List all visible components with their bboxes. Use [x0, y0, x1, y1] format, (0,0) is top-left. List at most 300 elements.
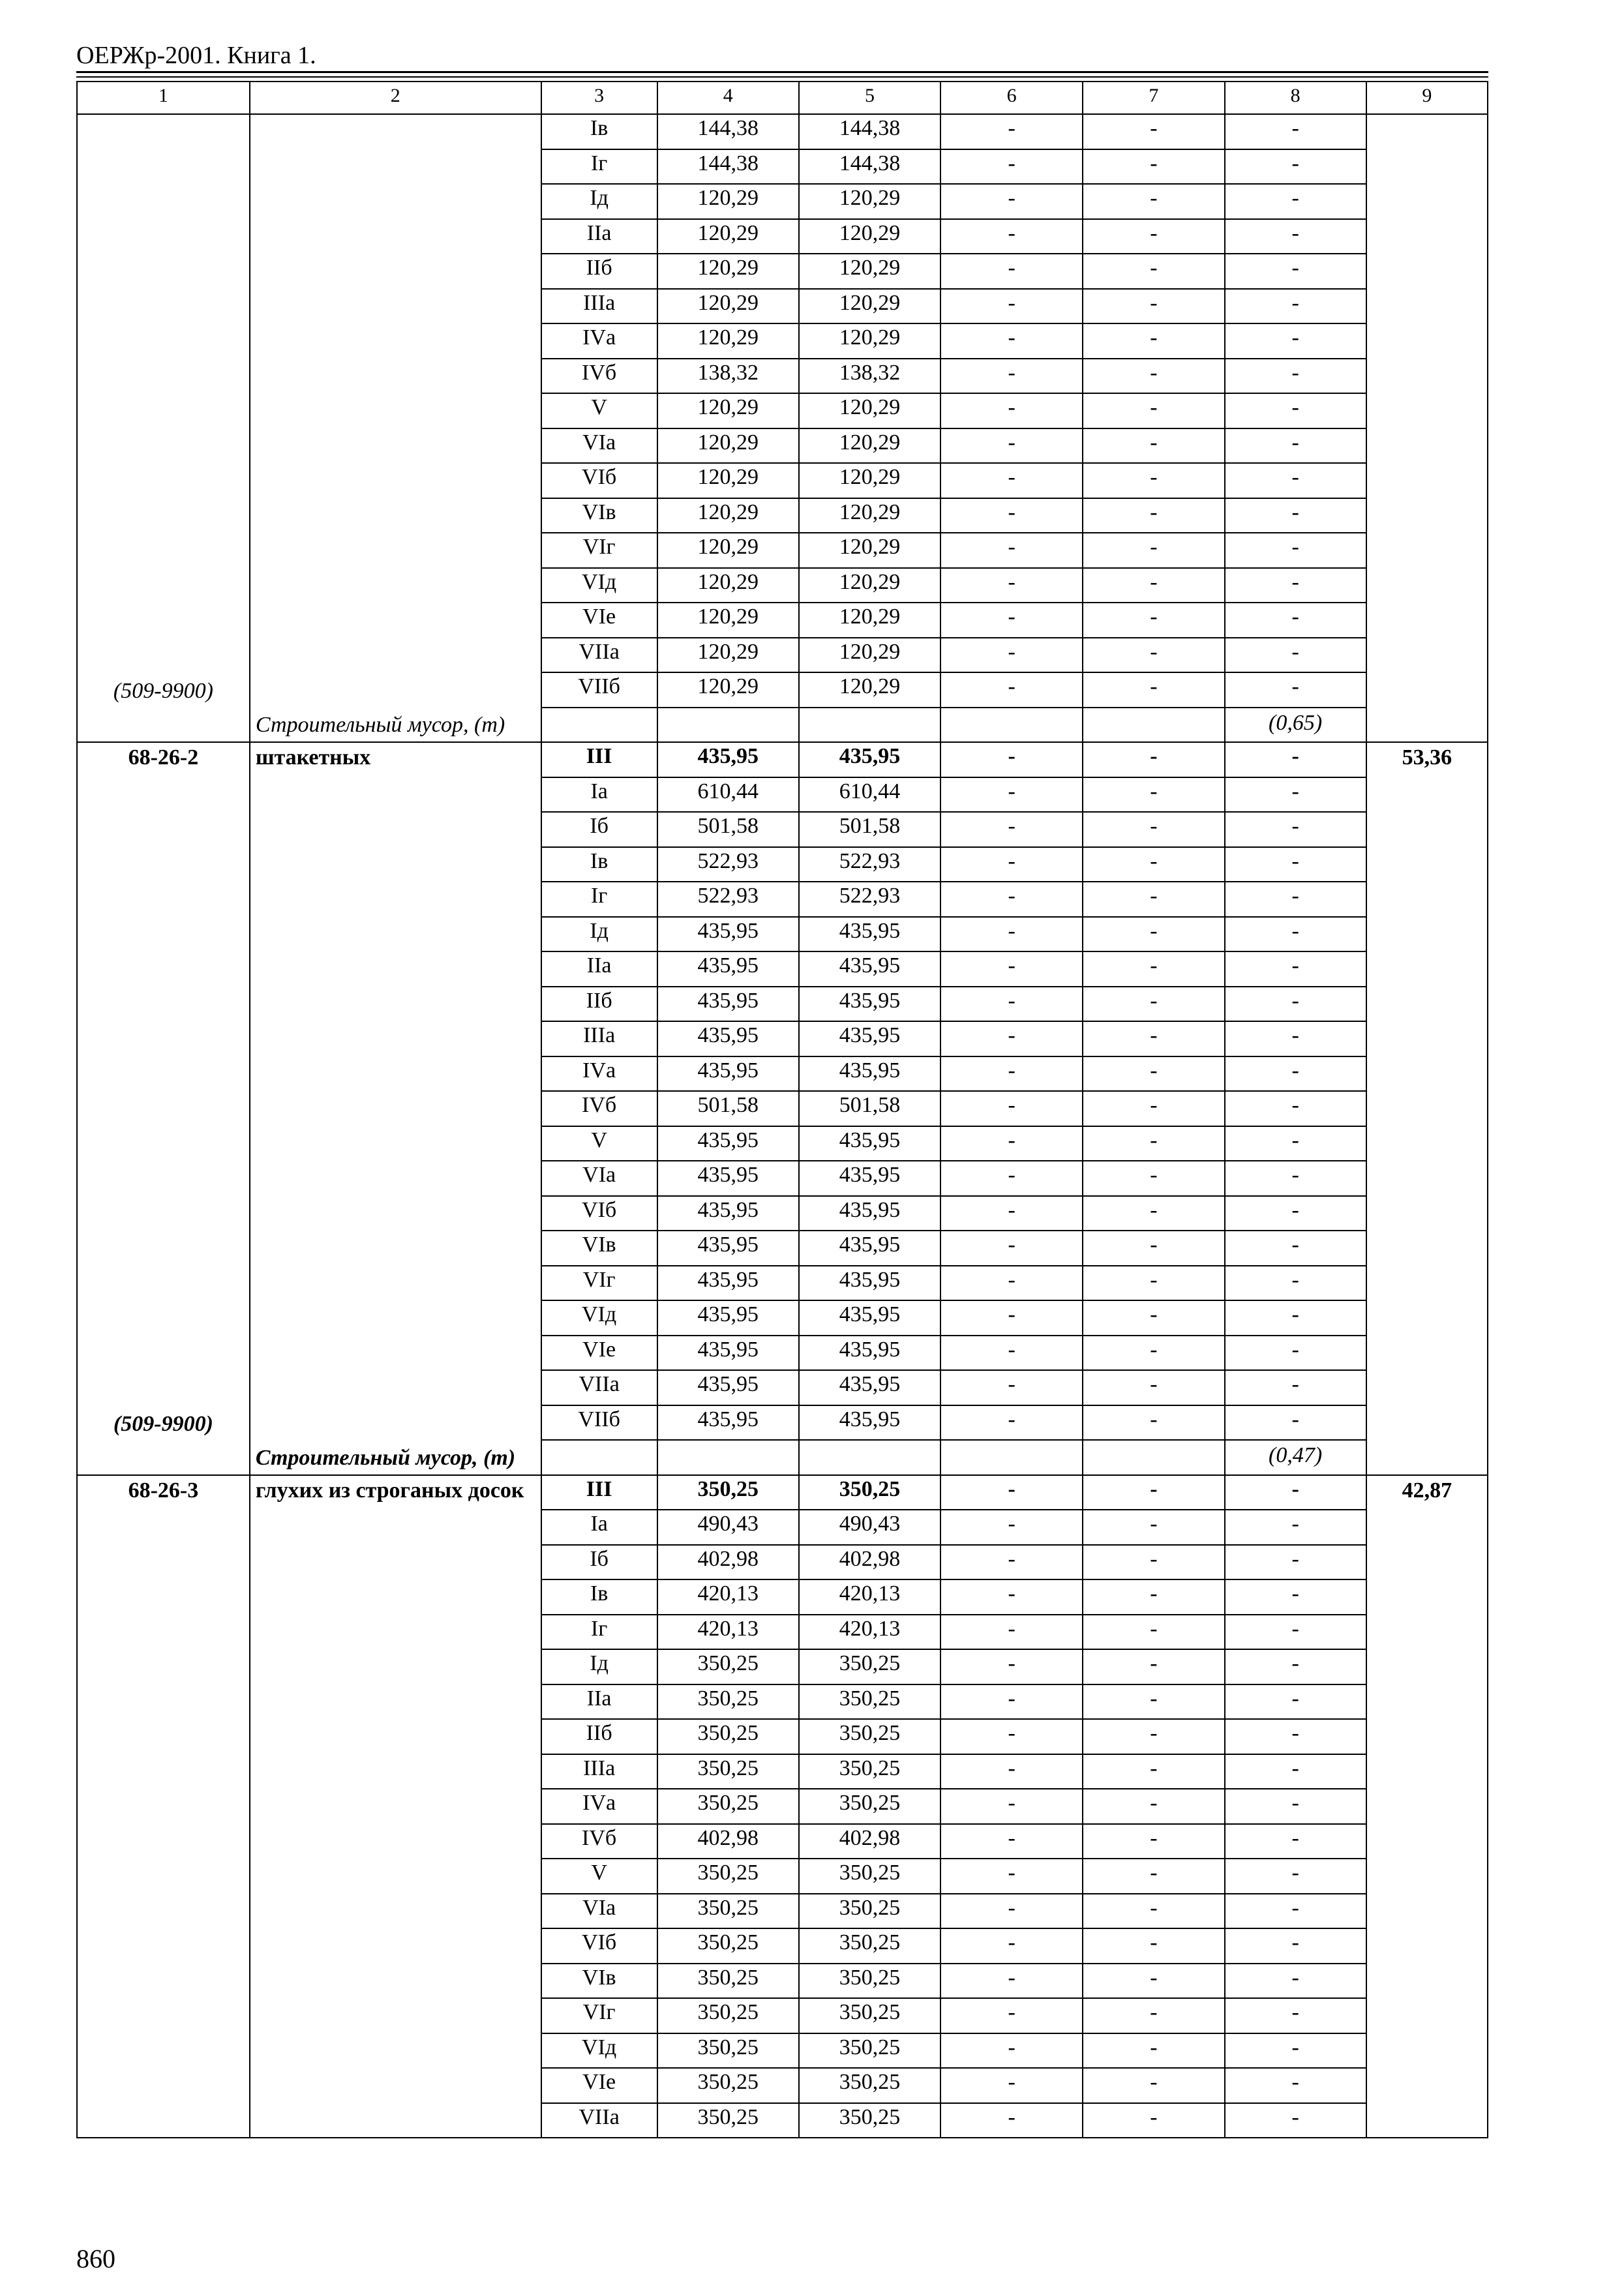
- total-cost-cell: 120,29: [657, 184, 799, 219]
- column-number: 9: [1366, 82, 1488, 114]
- materials-cell: -: [1225, 1475, 1366, 1510]
- table-row: [77, 114, 1488, 149]
- machinist-wages-cell: -: [1083, 1754, 1224, 1789]
- zone-cell: Iд: [541, 184, 657, 219]
- machinist-wages-cell: -: [1083, 1684, 1224, 1720]
- total-cost-cell: 490,43: [657, 1510, 799, 1545]
- wages-cell: 120,29: [799, 254, 940, 289]
- machines-cell: -: [940, 1056, 1083, 1092]
- materials-cell: -: [1225, 323, 1366, 359]
- materials-cell: -: [1225, 149, 1366, 185]
- header-rule-thick: [76, 71, 1488, 73]
- zone-cell: Iб: [541, 812, 657, 847]
- zone-cell: VIе: [541, 2068, 657, 2103]
- labor-norm: 42,87: [1402, 1478, 1452, 1503]
- code-cell: [77, 114, 250, 742]
- wages-cell: 138,32: [799, 359, 940, 394]
- wages-cell: 350,25: [799, 2068, 940, 2103]
- materials-cell: -: [1225, 463, 1366, 498]
- total-cost-cell: 435,95: [657, 1370, 799, 1405]
- machinist-wages-cell: -: [1083, 638, 1224, 673]
- materials-cell: -: [1225, 1405, 1366, 1441]
- total-cost-cell: 120,29: [657, 219, 799, 254]
- column-number: 1: [77, 82, 250, 114]
- machinist-wages-cell: -: [1083, 393, 1224, 428]
- total-cost-cell: 501,58: [657, 1091, 799, 1126]
- machinist-wages-cell: -: [1083, 114, 1224, 149]
- machinist-wages-cell: -: [1083, 1056, 1224, 1092]
- machinist-wages-cell: -: [1083, 1545, 1224, 1580]
- total-cost-cell: 435,95: [657, 742, 799, 777]
- total-cost-cell: 120,29: [657, 254, 799, 289]
- wages-cell: 120,29: [799, 498, 940, 533]
- wages-cell: 435,95: [799, 1266, 940, 1301]
- wages-cell: 435,95: [799, 1300, 940, 1336]
- wages-cell: 435,95: [799, 1336, 940, 1371]
- machinist-wages-cell: -: [1083, 254, 1224, 289]
- total-cost-cell: 120,29: [657, 289, 799, 324]
- total-cost-cell: 350,25: [657, 1475, 799, 1510]
- machines-cell: -: [940, 184, 1083, 219]
- machinist-wages-cell: -: [1083, 149, 1224, 185]
- materials-cell: -: [1225, 1370, 1366, 1405]
- materials-cell: -: [1225, 393, 1366, 428]
- materials-cell: -: [1225, 1859, 1366, 1894]
- materials-cell: [1225, 1440, 1366, 1475]
- zone-cell: Iд: [541, 917, 657, 952]
- machinist-wages-cell: -: [1083, 1021, 1224, 1056]
- empty-cell: [1083, 708, 1224, 743]
- zone-cell: VIд: [541, 2033, 657, 2069]
- materials-cell: [1225, 708, 1366, 743]
- total-cost-cell: 350,25: [657, 1928, 799, 1964]
- machines-cell: -: [940, 1405, 1083, 1441]
- materials-cell: -: [1225, 1754, 1366, 1789]
- machinist-wages-cell: -: [1083, 219, 1224, 254]
- machines-cell: -: [940, 777, 1083, 813]
- total-cost-cell: 435,95: [657, 1231, 799, 1266]
- wages-cell: 490,43: [799, 1510, 940, 1545]
- materials-cell: -: [1225, 987, 1366, 1022]
- wages-cell: 435,95: [799, 1021, 940, 1056]
- machines-cell: -: [940, 1824, 1083, 1859]
- total-cost-cell: 420,13: [657, 1615, 799, 1650]
- machinist-wages-cell: -: [1083, 987, 1224, 1022]
- materials-cell: -: [1225, 847, 1366, 882]
- machines-cell: -: [940, 1579, 1083, 1615]
- total-cost-cell: 120,29: [657, 428, 799, 464]
- machinist-wages-cell: -: [1083, 1998, 1224, 2033]
- total-cost-cell: 435,95: [657, 1405, 799, 1441]
- resource-name: Строительный мусор, (т): [255, 1445, 516, 1470]
- materials-cell: -: [1225, 2068, 1366, 2103]
- machines-cell: -: [940, 1545, 1083, 1580]
- total-cost-cell: 435,95: [657, 917, 799, 952]
- empty-cell: [799, 1440, 940, 1475]
- machines-cell: -: [940, 1789, 1083, 1824]
- page-header-title: ОЕРЖр-2001. Книга 1.: [76, 42, 316, 69]
- zone-cell: Iг: [541, 1615, 657, 1650]
- labor-norm-cell: [1366, 1475, 1488, 2138]
- materials-cell: -: [1225, 498, 1366, 533]
- machines-cell: -: [940, 2068, 1083, 2103]
- materials-cell: -: [1225, 951, 1366, 987]
- wages-cell: 501,58: [799, 812, 940, 847]
- materials-cell: -: [1225, 1615, 1366, 1650]
- wages-cell: 144,38: [799, 149, 940, 185]
- machinist-wages-cell: -: [1083, 1475, 1224, 1510]
- machinist-wages-cell: -: [1083, 742, 1224, 777]
- rate-code: 68-26-3: [128, 1478, 199, 1503]
- wages-cell: 435,95: [799, 917, 940, 952]
- machinist-wages-cell: -: [1083, 882, 1224, 917]
- materials-cell: -: [1225, 568, 1366, 603]
- wages-cell: 350,25: [799, 1719, 940, 1754]
- machines-cell: -: [940, 219, 1083, 254]
- total-cost-cell: 120,29: [657, 533, 799, 568]
- machines-cell: -: [940, 114, 1083, 149]
- wages-cell: 350,25: [799, 1789, 940, 1824]
- machines-cell: -: [940, 254, 1083, 289]
- machines-cell: -: [940, 1649, 1083, 1684]
- machines-cell: -: [940, 1998, 1083, 2033]
- wages-cell: 402,98: [799, 1545, 940, 1580]
- total-cost-cell: 522,93: [657, 882, 799, 917]
- zone-cell: IIа: [541, 951, 657, 987]
- labor-norm: 53,36: [1402, 745, 1452, 770]
- materials-cell: -: [1225, 1649, 1366, 1684]
- wages-cell: 402,98: [799, 1824, 940, 1859]
- machinist-wages-cell: -: [1083, 2033, 1224, 2069]
- materials-cell: -: [1225, 1056, 1366, 1092]
- wages-cell: 435,95: [799, 1126, 940, 1161]
- materials-cell: -: [1225, 603, 1366, 638]
- column-numbers-row: [77, 82, 1488, 114]
- total-cost-cell: 350,25: [657, 1719, 799, 1754]
- materials-cell: -: [1225, 1510, 1366, 1545]
- header-rule-thin: [76, 76, 1488, 78]
- zone-cell: VIIб: [541, 672, 657, 708]
- machines-cell: -: [940, 568, 1083, 603]
- materials-cell: -: [1225, 1091, 1366, 1126]
- machines-cell: -: [940, 323, 1083, 359]
- name-cell: [250, 1475, 541, 2138]
- total-cost-cell: 435,95: [657, 1336, 799, 1371]
- machines-cell: -: [940, 1161, 1083, 1196]
- machinist-wages-cell: -: [1083, 951, 1224, 987]
- machinist-wages-cell: -: [1083, 847, 1224, 882]
- materials-cell: -: [1225, 428, 1366, 464]
- zone-cell: VIг: [541, 1266, 657, 1301]
- wages-cell: 350,25: [799, 2033, 940, 2069]
- machines-cell: -: [940, 1126, 1083, 1161]
- machinist-wages-cell: -: [1083, 1091, 1224, 1126]
- materials-cell: -: [1225, 1021, 1366, 1056]
- zone-cell: Iв: [541, 1579, 657, 1615]
- materials-cell: -: [1225, 1684, 1366, 1720]
- machines-cell: -: [940, 672, 1083, 708]
- machines-cell: -: [940, 987, 1083, 1022]
- total-cost-cell: 435,95: [657, 1196, 799, 1231]
- total-cost-cell: 610,44: [657, 777, 799, 813]
- total-cost-cell: 350,25: [657, 1754, 799, 1789]
- labor-norm: [1367, 115, 1487, 116]
- wages-cell: 350,25: [799, 1998, 940, 2033]
- materials-cell: -: [1225, 1824, 1366, 1859]
- total-cost-cell: 522,93: [657, 847, 799, 882]
- labor-norm-cell: [1366, 742, 1488, 1475]
- materials-cell: -: [1225, 1579, 1366, 1615]
- machines-cell: -: [940, 533, 1083, 568]
- wages-cell: 120,29: [799, 568, 940, 603]
- wages-cell: 350,25: [799, 1475, 940, 1510]
- wages-cell: 120,29: [799, 323, 940, 359]
- wages-cell: 350,25: [799, 1684, 940, 1720]
- machines-cell: -: [940, 1928, 1083, 1964]
- zone-cell: IIIа: [541, 1754, 657, 1789]
- machinist-wages-cell: -: [1083, 1370, 1224, 1405]
- machines-cell: -: [940, 1231, 1083, 1266]
- zone-cell: V: [541, 1126, 657, 1161]
- total-cost-cell: 120,29: [657, 463, 799, 498]
- machinist-wages-cell: -: [1083, 1719, 1224, 1754]
- materials-cell: -: [1225, 219, 1366, 254]
- materials-cell: -: [1225, 1928, 1366, 1964]
- wages-cell: 120,29: [799, 184, 940, 219]
- materials-cell: -: [1225, 1336, 1366, 1371]
- name-cell: [250, 742, 541, 1475]
- total-cost-cell: 120,29: [657, 638, 799, 673]
- total-cost-cell: 120,29: [657, 393, 799, 428]
- zone-cell: IVа: [541, 323, 657, 359]
- zone-cell: VIб: [541, 463, 657, 498]
- machinist-wages-cell: -: [1083, 463, 1224, 498]
- zone-cell: Iб: [541, 1545, 657, 1580]
- zone-cell: VIIб: [541, 1405, 657, 1441]
- total-cost-cell: 350,25: [657, 1789, 799, 1824]
- zone-cell: VIв: [541, 498, 657, 533]
- machines-cell: -: [940, 2033, 1083, 2069]
- machinist-wages-cell: -: [1083, 1964, 1224, 1999]
- zone-cell: IVб: [541, 1091, 657, 1126]
- empty-cell: [940, 1440, 1083, 1475]
- column-number: 8: [1225, 82, 1366, 114]
- wages-cell: 522,93: [799, 882, 940, 917]
- machinist-wages-cell: -: [1083, 533, 1224, 568]
- materials-cell: -: [1225, 359, 1366, 394]
- machinist-wages-cell: -: [1083, 1789, 1224, 1824]
- total-cost-cell: 350,25: [657, 2068, 799, 2103]
- rates-table-body: [77, 82, 1488, 2138]
- zone-cell: Iа: [541, 1510, 657, 1545]
- zone-cell: Iг: [541, 882, 657, 917]
- total-cost-cell: 144,38: [657, 149, 799, 185]
- name-cell: [250, 114, 541, 742]
- machinist-wages-cell: -: [1083, 2103, 1224, 2138]
- zone-cell: IIа: [541, 219, 657, 254]
- materials-cell: -: [1225, 1231, 1366, 1266]
- zone-cell: VIIа: [541, 638, 657, 673]
- zone-cell: V: [541, 1859, 657, 1894]
- zone-cell: VIе: [541, 1336, 657, 1371]
- machinist-wages-cell: -: [1083, 1894, 1224, 1929]
- rate-code: 68-26-2: [128, 745, 199, 770]
- empty-cell: [541, 708, 657, 743]
- total-cost-cell: 435,95: [657, 987, 799, 1022]
- materials-cell: -: [1225, 1545, 1366, 1580]
- machines-cell: -: [940, 359, 1083, 394]
- machinist-wages-cell: -: [1083, 184, 1224, 219]
- materials-cell: -: [1225, 184, 1366, 219]
- machinist-wages-cell: -: [1083, 1266, 1224, 1301]
- machinist-wages-cell: -: [1083, 498, 1224, 533]
- total-cost-cell: 138,32: [657, 359, 799, 394]
- zone-cell: VIIа: [541, 2103, 657, 2138]
- machines-cell: -: [940, 1370, 1083, 1405]
- machinist-wages-cell: -: [1083, 1824, 1224, 1859]
- wages-cell: 435,95: [799, 987, 940, 1022]
- machines-cell: -: [940, 1719, 1083, 1754]
- wages-cell: 120,29: [799, 603, 940, 638]
- machines-cell: -: [940, 1300, 1083, 1336]
- zone-cell: VIIа: [541, 1370, 657, 1405]
- wages-cell: 350,25: [799, 1964, 940, 1999]
- column-number: 6: [940, 82, 1083, 114]
- zone-cell: VIд: [541, 1300, 657, 1336]
- machines-cell: -: [940, 289, 1083, 324]
- materials-cell: -: [1225, 672, 1366, 708]
- labor-norm-cell: [1366, 114, 1488, 742]
- zone-cell: IVб: [541, 1824, 657, 1859]
- machinist-wages-cell: -: [1083, 1928, 1224, 1964]
- machinist-wages-cell: -: [1083, 2068, 1224, 2103]
- zone-cell: VIа: [541, 1161, 657, 1196]
- empty-cell: [1083, 1440, 1224, 1475]
- column-number: 3: [541, 82, 657, 114]
- machines-cell: -: [940, 463, 1083, 498]
- resource-code: (509-9900): [113, 1411, 213, 1436]
- total-cost-cell: 120,29: [657, 568, 799, 603]
- materials-cell: -: [1225, 812, 1366, 847]
- machinist-wages-cell: -: [1083, 568, 1224, 603]
- machines-cell: -: [940, 1684, 1083, 1720]
- machines-cell: -: [940, 1475, 1083, 1510]
- total-cost-cell: 350,25: [657, 1894, 799, 1929]
- zone-cell: Iа: [541, 777, 657, 813]
- machinist-wages-cell: -: [1083, 1859, 1224, 1894]
- machines-cell: -: [940, 1021, 1083, 1056]
- zone-cell: V: [541, 393, 657, 428]
- resource-quantity: (0,47): [1269, 1443, 1323, 1467]
- total-cost-cell: 435,95: [657, 1266, 799, 1301]
- machinist-wages-cell: -: [1083, 1300, 1224, 1336]
- zone-cell: IIIа: [541, 1021, 657, 1056]
- machines-cell: -: [940, 393, 1083, 428]
- wages-cell: 420,13: [799, 1579, 940, 1615]
- machinist-wages-cell: -: [1083, 917, 1224, 952]
- wages-cell: 144,38: [799, 114, 940, 149]
- machinist-wages-cell: -: [1083, 323, 1224, 359]
- machines-cell: -: [940, 951, 1083, 987]
- machinist-wages-cell: -: [1083, 812, 1224, 847]
- table-row: [77, 1475, 1488, 1510]
- total-cost-cell: 350,25: [657, 1684, 799, 1720]
- machines-cell: -: [940, 638, 1083, 673]
- machines-cell: -: [940, 847, 1083, 882]
- machinist-wages-cell: -: [1083, 1196, 1224, 1231]
- wages-cell: 120,29: [799, 289, 940, 324]
- empty-cell: [940, 708, 1083, 743]
- machines-cell: -: [940, 1894, 1083, 1929]
- column-number: 2: [250, 82, 541, 114]
- rates-table: [76, 81, 1488, 2138]
- zone-cell: VIа: [541, 428, 657, 464]
- materials-cell: -: [1225, 1894, 1366, 1929]
- total-cost-cell: 350,25: [657, 1859, 799, 1894]
- machines-cell: -: [940, 2103, 1083, 2138]
- machines-cell: -: [940, 1266, 1083, 1301]
- zone-cell: VIа: [541, 1894, 657, 1929]
- resource-code: (509-9900): [113, 679, 213, 703]
- total-cost-cell: 420,13: [657, 1579, 799, 1615]
- wages-cell: 435,95: [799, 742, 940, 777]
- total-cost-cell: 350,25: [657, 1649, 799, 1684]
- materials-cell: -: [1225, 533, 1366, 568]
- total-cost-cell: 435,95: [657, 951, 799, 987]
- machinist-wages-cell: -: [1083, 1510, 1224, 1545]
- materials-cell: -: [1225, 882, 1366, 917]
- machines-cell: -: [940, 742, 1083, 777]
- zone-cell: III: [541, 742, 657, 777]
- rate-code: [78, 115, 249, 116]
- machinist-wages-cell: -: [1083, 359, 1224, 394]
- materials-cell: -: [1225, 1161, 1366, 1196]
- zone-cell: IIб: [541, 987, 657, 1022]
- wages-cell: 350,25: [799, 1859, 940, 1894]
- wages-cell: 522,93: [799, 847, 940, 882]
- machinist-wages-cell: -: [1083, 1336, 1224, 1371]
- total-cost-cell: 144,38: [657, 114, 799, 149]
- work-name: [250, 115, 541, 116]
- zone-cell: VIб: [541, 1196, 657, 1231]
- machinist-wages-cell: -: [1083, 428, 1224, 464]
- total-cost-cell: 435,95: [657, 1161, 799, 1196]
- empty-cell: [657, 708, 799, 743]
- machines-cell: -: [940, 1336, 1083, 1371]
- total-cost-cell: 435,95: [657, 1126, 799, 1161]
- materials-cell: -: [1225, 1789, 1366, 1824]
- machines-cell: -: [940, 1754, 1083, 1789]
- zone-cell: IIIа: [541, 289, 657, 324]
- materials-cell: -: [1225, 742, 1366, 777]
- machines-cell: -: [940, 917, 1083, 952]
- zone-cell: IIа: [541, 1684, 657, 1720]
- wages-cell: 350,25: [799, 1649, 940, 1684]
- work-name: штакетных: [255, 745, 371, 770]
- wages-cell: 350,25: [799, 1928, 940, 1964]
- total-cost-cell: 120,29: [657, 672, 799, 708]
- machinist-wages-cell: -: [1083, 672, 1224, 708]
- machinist-wages-cell: -: [1083, 777, 1224, 813]
- wages-cell: 610,44: [799, 777, 940, 813]
- zone-cell: IIб: [541, 254, 657, 289]
- materials-cell: -: [1225, 1719, 1366, 1754]
- resource-quantity: (0,65): [1269, 710, 1323, 735]
- machinist-wages-cell: -: [1083, 1615, 1224, 1650]
- column-number: 7: [1083, 82, 1224, 114]
- machines-cell: -: [940, 882, 1083, 917]
- code-cell: [77, 742, 250, 1475]
